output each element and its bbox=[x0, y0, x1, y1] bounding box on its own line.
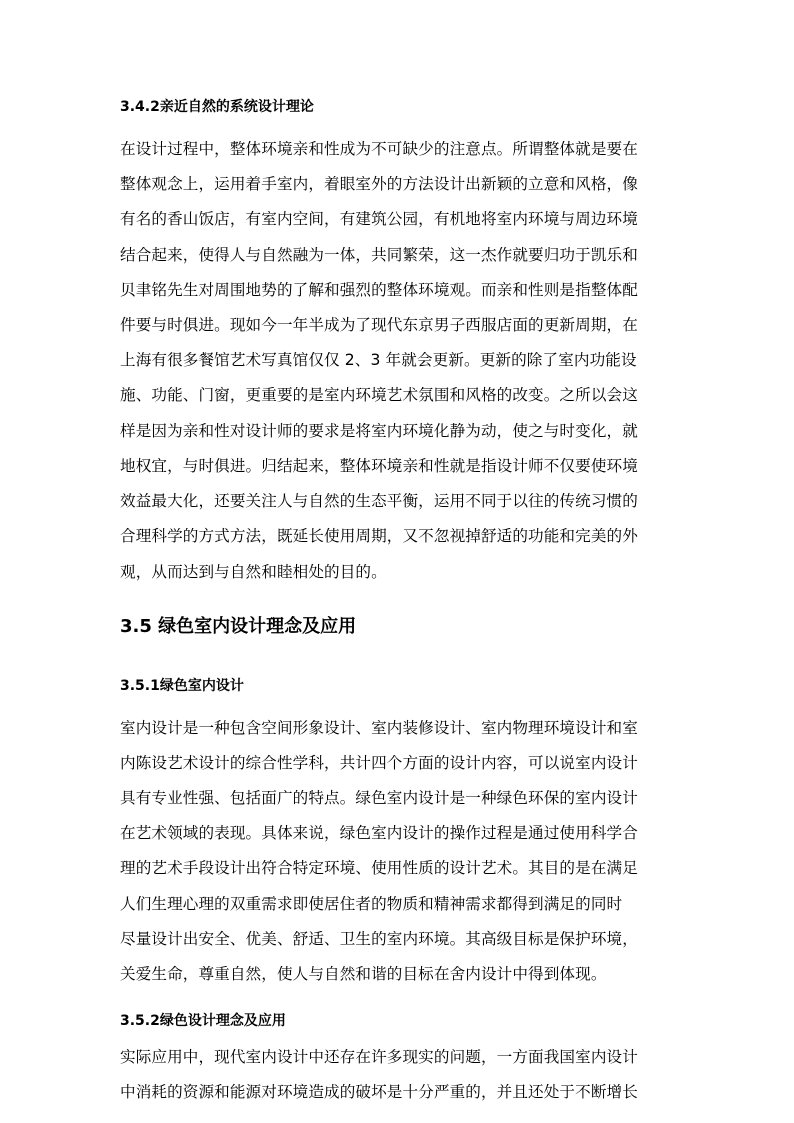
paragraph-line: 结合起来，使得人与自然融为一体，共同繁荣，这一杰作就要归功于凯乐和 bbox=[120, 245, 638, 264]
paragraph-line: 在设计过程中，整体环境亲和性成为不可缺少的注意点。所谓整体就是要在 bbox=[120, 139, 638, 158]
paragraph-line: 施、功能、门窗，更重要的是室内环境艺术氛围和风格的改变。之所以会这 bbox=[120, 386, 638, 405]
paragraph-line: 室内设计是一种包含空间形象设计、室内装修设计、室内物理环境设计和室 bbox=[120, 718, 638, 737]
paragraph-line: 人们生理心理的双重需求即使居住者的物质和精神需求都得到满足的同时 bbox=[120, 894, 623, 913]
paragraph-line: 尽量设计出安全、优美、舒适、卫生的室内环境。其高级目标是保护环境， bbox=[120, 929, 638, 948]
paragraph-line: 中消耗的资源和能源对环境造成的破坏是十分严重的，并且还处于不断增长 bbox=[120, 1083, 638, 1102]
section-3-5-title: 3.5 绿色室内设计理念及应用 bbox=[120, 615, 357, 637]
paragraph-line: 地权宜，与时俱进。归结起来，整体环境亲和性就是指设计师不仅要使环境 bbox=[120, 456, 638, 475]
section-3-4-2-title: 3.4.2亲近自然的系统设计理论 bbox=[120, 99, 314, 116]
paragraph-line: 效益最大化，还要关注人与自然的生态平衡，运用不同于以往的传统习惯的 bbox=[120, 492, 638, 511]
section-3-5-1-title: 3.5.1绿色室内设计 bbox=[120, 677, 244, 694]
paragraph-line: 具有专业性强、包括面广的特点。绿色室内设计是一种绿色环保的室内设计 bbox=[120, 789, 638, 807]
paragraph-line: 合理科学的方式方法，既延长使用周期，又不忽视掉舒适的功能和完美的外 bbox=[120, 527, 638, 546]
paragraph-line: 件要与时俱进。现如今一年半成为了现代东京男子西服店面的更新周期，在 bbox=[120, 316, 638, 334]
paragraph-line: 贝聿铭先生对周围地势的了解和强烈的整体环境观。而亲和性则是指整体配 bbox=[120, 280, 638, 299]
paragraph-line: 关爱生命，尊重自然，使人与自然和谐的目标在舍内设计中得到体现。 bbox=[120, 965, 607, 984]
paragraph-line: 整体观念上，运用着手室内，着眼室外的方法设计出新颖的立意和风格，像 bbox=[120, 175, 638, 194]
paragraph-line: 样是因为亲和性对设计师的要求是将室内环境化静为动，使之与时变化，就 bbox=[120, 421, 638, 440]
section-3-5-2-title: 3.5.2绿色设计理念及应用 bbox=[120, 1012, 286, 1029]
paragraph-line: 实际应用中，现代室内设计中还存在许多现实的问题，一方面我国室内设计 bbox=[120, 1047, 638, 1066]
paragraph-line: 有名的香山饭店，有室内空间，有建筑公园，有机地将室内环境与周边环境 bbox=[120, 210, 638, 229]
paragraph-line: 上海有很多餐馆艺术写真馆仅仅 2、3 年就会更新。更新的除了室内功能设 bbox=[120, 351, 637, 370]
paragraph-line: 观，从而达到与自然和睦相处的目的。 bbox=[120, 562, 387, 581]
paragraph-line: 在艺术领域的表现。具体来说，绿色室内设计的操作过程是通过使用科学合 bbox=[120, 824, 638, 843]
paragraph-line: 内陈设艺术设计的综合性学科，共计四个方面的设计内容，可以说室内设计 bbox=[120, 753, 638, 772]
paragraph-line: 理的艺术手段设计出符合特定环境、使用性质的设计艺术。其目的是在满足 bbox=[120, 859, 638, 878]
